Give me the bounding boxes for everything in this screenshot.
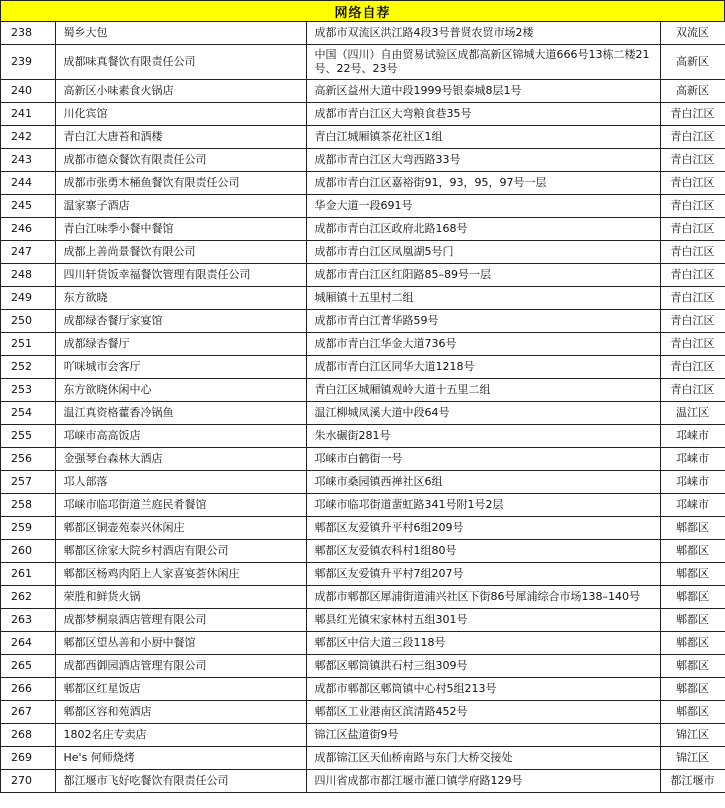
restaurant-name: 邛人部落 [55,471,306,494]
restaurant-name: 温江真资格藿香冷锅鱼 [55,402,306,425]
district-cell: 锦江区 [660,724,725,747]
table-row [1,701,725,724]
restaurant-name: 都江堰市飞好吃餐饮有限责任公司 [55,770,306,793]
restaurant-name: 郫都区望丛善和小厨中餐馆 [55,632,306,655]
restaurant-table [1,22,725,793]
row-number: 243 [1,149,55,172]
address-cell: 成都锦江区天仙桥南路与东门大桥交接处 [306,747,660,770]
row-number: 265 [1,655,55,678]
restaurant-name: 郫都区铜壶苑泰兴休闲庄 [55,517,306,540]
address-cell: 朱水碾街281号 [306,425,660,448]
address-cell: 成都市青白江区红阳路85–89号一层 [306,264,660,287]
district-cell: 郫都区 [660,701,725,724]
table-row [1,632,725,655]
address-cell: 成都市郫都区郫筒镇中心村5组213号 [306,678,660,701]
row-number: 241 [1,103,55,126]
table-row [1,126,725,149]
table-row [1,379,725,402]
table-body [1,22,725,793]
table-row [1,678,725,701]
row-number: 260 [1,540,55,563]
row-number: 242 [1,126,55,149]
restaurant-name: 金强琴台森林大酒店 [55,448,306,471]
row-number: 268 [1,724,55,747]
row-number: 244 [1,172,55,195]
district-cell: 青白江区 [660,287,725,310]
address-cell: 郫都区郫筒镇洪石村三组309号 [306,655,660,678]
row-number: 254 [1,402,55,425]
row-number: 238 [1,22,55,45]
table-row [1,310,725,333]
sheet-title: 网络自荐 [1,1,725,22]
table-row [1,425,725,448]
table-row [1,80,725,103]
table-row [1,586,725,609]
restaurant-name: 成都绿杏餐厅 [55,333,306,356]
district-cell: 郫都区 [660,678,725,701]
row-number: 257 [1,471,55,494]
table-row [1,494,725,517]
address-cell: 邛崃市白鹤街一号 [306,448,660,471]
restaurant-name: 四川轩货饭幸福餐饮管理有限责任公司 [55,264,306,287]
table-row [1,45,725,80]
table-row [1,402,725,425]
district-cell: 邛崃市 [660,425,725,448]
row-number: 262 [1,586,55,609]
row-number: 266 [1,678,55,701]
row-number: 269 [1,747,55,770]
table-row [1,287,725,310]
restaurant-name: 成都西御园酒店管理有限公司 [55,655,306,678]
district-cell: 郫都区 [660,563,725,586]
district-cell: 温江区 [660,402,725,425]
restaurant-name: He's 何师烧烤 [55,747,306,770]
table-row [1,540,725,563]
address-cell: 邛崃市桑园镇西禅社区6组 [306,471,660,494]
district-cell: 青白江区 [660,218,725,241]
district-cell: 青白江区 [660,379,725,402]
table-row [1,747,725,770]
restaurant-name: 成都梦桐泉酒店管理有限公司 [55,609,306,632]
restaurant-name: 青白江大唐苔和酒楼 [55,126,306,149]
address-cell: 成都市青白江区大弯粮食巷35号 [306,103,660,126]
address-cell: 郫都区工业港南区滨清路452号 [306,701,660,724]
district-cell: 青白江区 [660,264,725,287]
row-number: 263 [1,609,55,632]
address-cell: 成都市双流区洪江路4段3号普贤农贸市场2楼 [306,22,660,45]
row-number: 267 [1,701,55,724]
row-number: 270 [1,770,55,793]
table-row [1,563,725,586]
address-cell: 郫县红光镇宋家林村五组301号 [306,609,660,632]
district-cell: 青白江区 [660,241,725,264]
district-cell: 邛崃市 [660,494,725,517]
address-cell: 郫都区友爱镇升平村7组207号 [306,563,660,586]
restaurant-name: 郫都区红星饭店 [55,678,306,701]
restaurant-name: 邛崃市临邛街道兰庭民肴餐馆 [55,494,306,517]
row-number: 261 [1,563,55,586]
address-cell: 邛崃市临邛街道蜚虹路341号附1号2层 [306,494,660,517]
row-number: 239 [1,45,55,80]
restaurant-name: 川化宾馆 [55,103,306,126]
restaurant-name: 郫都区杨鸡肉陌上人家喜宴荟休闲庄 [55,563,306,586]
restaurant-name: 成都上善尚景餐饮有限公司 [55,241,306,264]
row-number: 245 [1,195,55,218]
row-number: 249 [1,287,55,310]
row-number: 256 [1,448,55,471]
district-cell: 邛崃市 [660,448,725,471]
table-row [1,172,725,195]
address-cell: 高新区益州大道中段1999号银泰城8层1号 [306,80,660,103]
restaurant-name: 东方欲晓休闲中心 [55,379,306,402]
address-cell: 中国（四川）自由贸易试验区成都高新区锦城大道666号13栋二楼21号、22号、23号 [306,45,660,80]
address-cell: 成都市青白江菁华路59号 [306,310,660,333]
table-row [1,471,725,494]
table-row [1,103,725,126]
restaurant-name: 青白江味季小餐中餐馆 [55,218,306,241]
address-cell: 成都市青白江区嘉裕街91，93，95，97号一层 [306,172,660,195]
address-cell: 郫都区友爱镇升平村6组209号 [306,517,660,540]
district-cell: 高新区 [660,45,725,80]
district-cell: 青白江区 [660,103,725,126]
restaurant-name: 吖咪城市会客厅 [55,356,306,379]
row-number: 248 [1,264,55,287]
address-cell: 温江柳城凤溪大道中段64号 [306,402,660,425]
district-cell: 郫都区 [660,632,725,655]
district-cell: 都江堰市 [660,770,725,793]
address-cell: 成都市青白江区凤凰湖5号门 [306,241,660,264]
table-row [1,333,725,356]
address-cell: 华金大道一段691号 [306,195,660,218]
row-number: 255 [1,425,55,448]
restaurant-name: 温家寨子酒店 [55,195,306,218]
restaurant-name: 郫都区徐家大院乡村酒店有限公司 [55,540,306,563]
restaurant-name: 成都绿杏餐厅家宴馆 [55,310,306,333]
address-cell: 成都市郫都区犀浦街道浦兴社区下街86号犀浦综合市场138–140号 [306,586,660,609]
table-row [1,241,725,264]
address-cell: 四川省成都市都江堰市灌口镇学府路129号 [306,770,660,793]
address-cell: 青白江城厢镇茶花社区1组 [306,126,660,149]
row-number: 240 [1,80,55,103]
row-number: 253 [1,379,55,402]
address-cell: 城厢镇十五里村二组 [306,287,660,310]
row-number: 258 [1,494,55,517]
address-cell: 郫都区友爱镇农科村1组80号 [306,540,660,563]
restaurant-name: 成都市张勇木桶鱼餐饮有限责任公司 [55,172,306,195]
address-cell: 郫都区中信大道三段118号 [306,632,660,655]
district-cell: 邛崃市 [660,471,725,494]
table-row [1,655,725,678]
restaurant-name: 东方欲晓 [55,287,306,310]
address-cell: 成都市青白江区政府北路168号 [306,218,660,241]
district-cell: 青白江区 [660,195,725,218]
row-number: 251 [1,333,55,356]
district-cell: 青白江区 [660,356,725,379]
district-cell: 锦江区 [660,747,725,770]
address-cell: 锦江区盐道街9号 [306,724,660,747]
table-row [1,264,725,287]
table-row [1,149,725,172]
table-row [1,448,725,471]
district-cell: 青白江区 [660,333,725,356]
table-row [1,724,725,747]
district-cell: 郫都区 [660,655,725,678]
table-row [1,770,725,793]
district-cell: 青白江区 [660,126,725,149]
address-cell: 成都市青白江区同华大道1218号 [306,356,660,379]
restaurant-name: 成都味真餐饮有限责任公司 [55,45,306,80]
table-row [1,517,725,540]
address-cell: 青白江区城厢镇观岭大道十五里二组 [306,379,660,402]
district-cell: 高新区 [660,80,725,103]
restaurant-name: 高新区小味素食火锅店 [55,80,306,103]
row-number: 250 [1,310,55,333]
restaurant-name: 荣胜和鲜货火锅 [55,586,306,609]
district-cell: 郫都区 [660,517,725,540]
district-cell: 郫都区 [660,609,725,632]
row-number: 247 [1,241,55,264]
row-number: 264 [1,632,55,655]
district-cell: 青白江区 [660,172,725,195]
restaurant-name: 蜀乡大包 [55,22,306,45]
row-number: 259 [1,517,55,540]
address-cell: 成都市青白江区大弯西路33号 [306,149,660,172]
address-cell: 成都市青白江华金大道736号 [306,333,660,356]
table-row [1,609,725,632]
restaurant-name: 1802名庄专卖店 [55,724,306,747]
table-row [1,218,725,241]
district-cell: 郫都区 [660,586,725,609]
table-row [1,356,725,379]
restaurant-name: 成都市德众餐饮有限责任公司 [55,149,306,172]
table-row [1,22,725,45]
restaurant-name: 邛崃市高高饭店 [55,425,306,448]
restaurant-name: 郫都区容和苑酒店 [55,701,306,724]
row-number: 252 [1,356,55,379]
district-cell: 青白江区 [660,149,725,172]
district-cell: 郫都区 [660,540,725,563]
row-number: 246 [1,218,55,241]
district-cell: 青白江区 [660,310,725,333]
district-cell: 双流区 [660,22,725,45]
table-row [1,195,725,218]
